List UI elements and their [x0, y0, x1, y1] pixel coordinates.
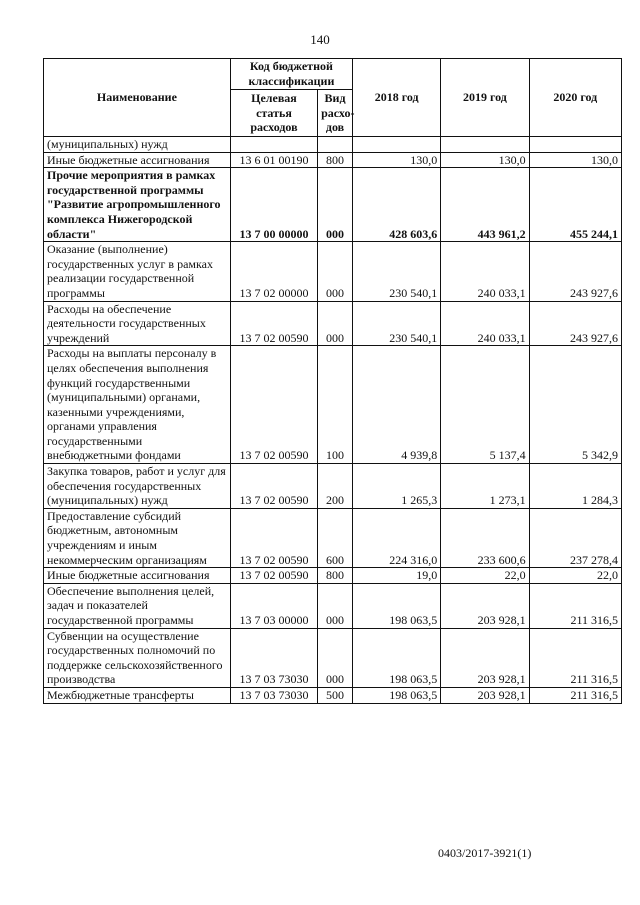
row-value-2020: 243 927,6 — [529, 242, 621, 301]
header-name: Наименование — [44, 59, 231, 137]
table-row — [44, 242, 622, 301]
row-target-article: 13 7 03 73030 — [230, 628, 317, 687]
row-value-2019 — [441, 137, 529, 153]
row-target-article: 13 7 03 73030 — [230, 687, 317, 703]
row-target-article: 13 6 01 00190 — [230, 152, 317, 168]
row-name: Расходы на обеспечение деятельности государственных учреждений — [44, 301, 231, 346]
row-value-2018: 224 316,0 — [353, 508, 441, 567]
row-name: Предоставление субсидий бюджетным, автономным учреждениям и иным некоммерческим организациям — [44, 508, 231, 567]
table-row — [44, 464, 622, 509]
row-value-2019: 240 033,1 — [441, 301, 529, 346]
row-value-2019: 203 928,1 — [441, 687, 529, 703]
row-value-2019: 203 928,1 — [441, 583, 529, 628]
row-value-2020: 211 316,5 — [529, 628, 621, 687]
table-row — [44, 137, 622, 153]
row-value-2019: 203 928,1 — [441, 628, 529, 687]
row-expense-type: 200 — [318, 464, 353, 509]
row-name: Обеспечение выполнения целей, задач и показателей государственной программы — [44, 583, 231, 628]
table-row — [44, 152, 622, 168]
header-2019: 2019 год — [441, 59, 529, 137]
row-value-2020: 237 278,4 — [529, 508, 621, 567]
row-value-2018: 1 265,3 — [353, 464, 441, 509]
row-value-2020: 1 284,3 — [529, 464, 621, 509]
row-expense-type: 500 — [318, 687, 353, 703]
row-value-2018: 19,0 — [353, 568, 441, 584]
row-target-article: 13 7 03 00000 — [230, 583, 317, 628]
row-value-2020: 211 316,5 — [529, 583, 621, 628]
row-target-article: 13 7 02 00590 — [230, 508, 317, 567]
row-target-article — [230, 137, 317, 153]
row-value-2020: 455 244,1 — [529, 168, 621, 242]
row-value-2018: 428 603,6 — [353, 168, 441, 242]
row-value-2019: 233 600,6 — [441, 508, 529, 567]
row-value-2018: 230 540,1 — [353, 242, 441, 301]
row-value-2019: 443 961,2 — [441, 168, 529, 242]
row-value-2020: 5 342,9 — [529, 346, 621, 464]
row-expense-type: 000 — [318, 168, 353, 242]
header-target-article: Целевая статья расходов — [230, 90, 317, 137]
row-name: Прочие мероприятия в рамках государственной программы "Развитие агропромышленного комплекса Нижегородской области" — [44, 168, 231, 242]
table-row — [44, 508, 622, 567]
row-expense-type: 000 — [318, 301, 353, 346]
row-name: Оказание (выполнение) государственных услуг в рамках реализации государственной программы — [44, 242, 231, 301]
table-row — [44, 301, 622, 346]
row-target-article: 13 7 02 00590 — [230, 568, 317, 584]
row-expense-type: 000 — [318, 628, 353, 687]
row-target-article: 13 7 02 00590 — [230, 346, 317, 464]
row-value-2019: 130,0 — [441, 152, 529, 168]
row-value-2020: 243 927,6 — [529, 301, 621, 346]
row-name: (муниципальных) нужд — [44, 137, 231, 153]
row-value-2018: 4 939,8 — [353, 346, 441, 464]
row-name: Иные бюджетные ассигнования — [44, 568, 231, 584]
row-value-2019: 1 273,1 — [441, 464, 529, 509]
row-target-article: 13 7 02 00590 — [230, 464, 317, 509]
row-value-2020: 211 316,5 — [529, 687, 621, 703]
row-value-2018 — [353, 137, 441, 153]
row-expense-type: 800 — [318, 568, 353, 584]
row-target-article: 13 7 02 00000 — [230, 242, 317, 301]
header-2018: 2018 год — [353, 59, 441, 137]
row-value-2020: 22,0 — [529, 568, 621, 584]
row-expense-type: 800 — [318, 152, 353, 168]
table-row — [44, 687, 622, 703]
table-row — [44, 628, 622, 687]
budget-table — [43, 58, 622, 704]
header-code-group: Код бюджетной классификации — [230, 59, 352, 90]
row-expense-type: 100 — [318, 346, 353, 464]
row-value-2020: 130,0 — [529, 152, 621, 168]
row-value-2020 — [529, 137, 621, 153]
header-expense-type: Вид расхо-дов — [318, 90, 353, 137]
row-value-2019: 240 033,1 — [441, 242, 529, 301]
row-value-2019: 22,0 — [441, 568, 529, 584]
row-value-2018: 198 063,5 — [353, 628, 441, 687]
page-number: 140 — [310, 32, 330, 47]
table-row — [44, 346, 622, 464]
row-expense-type — [318, 137, 353, 153]
header-2020: 2020 год — [529, 59, 621, 137]
row-value-2019: 5 137,4 — [441, 346, 529, 464]
row-target-article: 13 7 02 00590 — [230, 301, 317, 346]
row-value-2018: 130,0 — [353, 152, 441, 168]
row-expense-type: 600 — [318, 508, 353, 567]
row-value-2018: 198 063,5 — [353, 583, 441, 628]
row-expense-type: 000 — [318, 583, 353, 628]
row-value-2018: 230 540,1 — [353, 301, 441, 346]
table-body — [44, 137, 622, 704]
row-name: Расходы на выплаты персоналу в целях обеспечения выполнения функций государственными (муниципальными) органами, казенными учреждениями, органами управления государственными внебюджетными фондами — [44, 346, 231, 464]
table-row — [44, 168, 622, 242]
row-value-2018: 198 063,5 — [353, 687, 441, 703]
row-name: Межбюджетные трансферты — [44, 687, 231, 703]
document-code: 0403/2017-3921(1) — [438, 846, 532, 860]
row-name: Субвенции на осуществление государственных полномочий по поддержке сельскохозяйственного производства — [44, 628, 231, 687]
table-row — [44, 568, 622, 584]
row-name: Закупка товаров, работ и услуг для обеспечения государственных (муниципальных) нужд — [44, 464, 231, 509]
row-target-article: 13 7 00 00000 — [230, 168, 317, 242]
table-row — [44, 583, 622, 628]
row-name: Иные бюджетные ассигнования — [44, 152, 231, 168]
row-expense-type: 000 — [318, 242, 353, 301]
